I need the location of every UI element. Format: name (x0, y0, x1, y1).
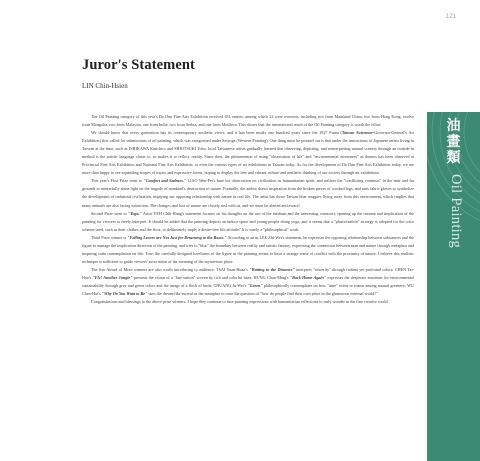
category-side-band (427, 112, 480, 461)
paragraph-congratulations: Congratulations and blessings to the above prize winners. I hope they continue to fuse painting expressions with humanitarian reflections to truly wonder in the fine creative world. (91, 299, 389, 305)
category-chinese-label (427, 118, 480, 166)
category-char-3: 類 (446, 150, 461, 166)
page-number: 121 (445, 14, 456, 20)
paragraph-history: We should know that every generation has its contemporary aesthetic views, and it has been nearly one hundred years since the 1927 Futen (Taiwan Sotenran=Governor-General's Art Exhibition) first called for submissions of oil painting, which was categorised under Seiyoga (Western Painting). One thing must be pointed out is that under the instructions of Japanese artists living in Taiwan at the time, such as ISHIKAWA Kinichiro and SHIOTSUKI Toho, local Taiwanese artists gradually learned that observing, depicting, and reinterpreting natural scenery through an outside-in method is the artistic language closer to, or makes it to reflect, reality. Since then, the phenomenon of using "observation of life" and "environmental awareness" as themes has been observed at Provincial Fine Arts Exhibition and National Fine Arts Exhibition, or even the various types of art exhibitions in Taiwan today. As for the development of Da Dun Fine Arts Exhibition today, we are more than happy to see expanding scopes of topics and expressive forms, hoping to display the free and vibrant culture and aesthetic thinking of our society through art exhibitions. (82, 130, 415, 176)
paragraph-overview: The Oil Painting category of this year's Da Dun Fine Arts Exhibition received 451 entries, among which 22 were overseas, including two from Mainland China, two from Hong Kong, twelve from Mongolia, two from Malaysia, one from India, two from Serbia, and one from Moldova. This shows that the international reach of the Oil Painting category is worth the effort. (82, 114, 414, 128)
statement-body (82, 113, 414, 306)
paragraph-merit-awards: The five Award of Merit winners are also worth introducing to audience. TSAI Yuan-Huan's "Waiting in the Distance" interprets "sincerity" through radiant yet profound colors; CHEN Tai-Hao's "Fly! Another Jungle" presents the vision of a "fine nation" woven by rich and colorful lines; HUNG Chun-Ming's "Back Home Again" expresses the desperate emotions for environmental sustainability through grey and green colors and the image of a flock of birds; CHUANG Ju-Wei's "Green" philosophically contemplates on how "time" exists or roams among natural greenery; WU Chen-Hui's "Why Do You Want to Be" uses the dream-like surreal as the metaphor to raise the question of "how do people find their own place in the glamorous external world?" (82, 266, 415, 297)
category-char-1: 油 (446, 118, 461, 134)
category-english-label: Oil Painting (448, 174, 464, 249)
statement-title: Juror's Statement (82, 57, 195, 73)
paragraph-second-prize: Second Prize went to "Yoga." Artist YEH Chih-Hung's statement focuses on his thoughts on the use of the medium and the interesting construct, opening up the content and implication of the painting for viewers to freely interpret. It should be added that the painting depicts an indoor space and young people doing yoga, and it seems that a "plasticization" strategy is adopted for the color scheme used, such as their clothes and the floor, to deliberately imply a desire-free life attitude? It is surely a "philosophical" work. (82, 210, 414, 232)
paragraph-third-prize: Third Prize winner is "Falling Leaves are Not Just for Returning to the Roots." According to artist LEE Zhi-Wei's statement, he expresses the opposing relationship between substances and the figure to manage the implication direction of the painting, and tries to "blur" the boundary between reality and artistic fantasy, expressing the connection between man and nature through metaphor and inspiring calm contemplation on life. True, the carefully designed loveliness of the figure in the painting seems to have a strange sense of conflict with the proximity of nature. I believe this realistic technique is sufficient to guide viewers' association of the meaning of the mysterious place. (82, 234, 415, 264)
paragraph-first-prize: This year's First Prize went to "Comfort and Sadness." LIAO Wen-Pei's base his observation on civilization as humanitarian spirit, and utilizes the "conflicting contrasts" in the near and far grounds to masterfully shine light on the tragedy of mankind's destruction of nature. Formally, the author draws inspiration from the broken pieces of cracked logs, and uses fabric gloves to symbolize the development of industrial civilization, implying our opposing relationship with nature in real life. The artist has those Taiwan blue magpies flying away from this environment, which implies that many animals are also facing extinction. The changes and loss of nature are closely tied with us, and we must be alerted and aware! (82, 178, 414, 208)
author-name: LIN Chin-Hsien (82, 82, 128, 90)
category-char-2: 畫 (446, 134, 461, 150)
